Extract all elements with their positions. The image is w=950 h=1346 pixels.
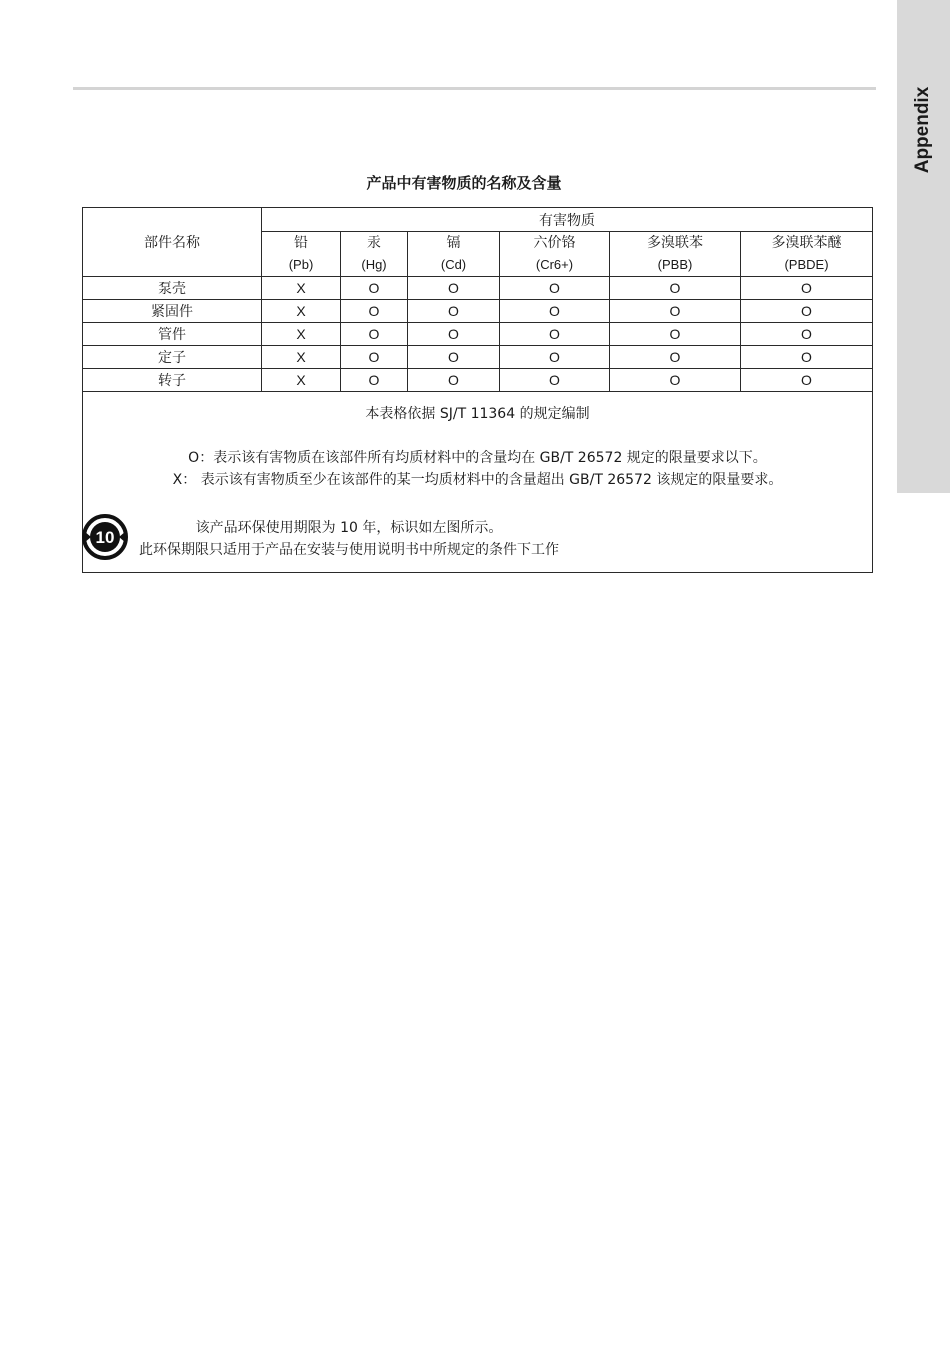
header-rule bbox=[73, 87, 876, 90]
substance-value-cell: O bbox=[408, 300, 500, 323]
appendix-tab-label: Appendix bbox=[912, 86, 933, 174]
substance-header bbox=[741, 232, 873, 277]
part-name-cell: 泵壳 bbox=[83, 277, 262, 300]
standard-note: 本表格依据 SJ/T 11364 的规定编制 bbox=[365, 406, 590, 422]
substance-value-cell: X bbox=[262, 277, 341, 300]
substance-value-cell: O bbox=[408, 369, 500, 392]
substance-value-cell: O bbox=[610, 346, 741, 369]
o-meaning-note: O：表示该有害物质在该部件所有均质材料中的含量均在 GB/T 26572 规定的限量要求以下。 bbox=[188, 450, 767, 466]
substance-header bbox=[610, 232, 741, 277]
substance-abbr: (PBB) bbox=[657, 257, 693, 272]
efup-10-year-icon bbox=[81, 513, 129, 561]
substance-name: 多溴联苯醚 bbox=[771, 235, 842, 251]
part-name-cell: 转子 bbox=[83, 369, 262, 392]
substance-value-cell: O bbox=[341, 300, 408, 323]
substance-value-cell: O bbox=[610, 323, 741, 346]
substance-name: 汞 bbox=[367, 235, 381, 251]
substance-value-cell: O bbox=[741, 323, 873, 346]
notes-cell bbox=[83, 392, 873, 573]
substance-header bbox=[408, 232, 500, 277]
substance-header bbox=[262, 232, 341, 277]
substance-value-cell: O bbox=[408, 323, 500, 346]
substance-value-cell: O bbox=[741, 300, 873, 323]
table-row bbox=[83, 277, 873, 300]
substance-value-cell: O bbox=[741, 369, 873, 392]
page-title: 产品中有害物质的名称及含量 bbox=[366, 174, 562, 192]
table-row bbox=[83, 346, 873, 369]
substance-value-cell: O bbox=[500, 369, 610, 392]
substance-value-cell: O bbox=[341, 323, 408, 346]
substance-value-cell: O bbox=[741, 277, 873, 300]
table-row bbox=[83, 369, 873, 392]
substance-value-cell: O bbox=[408, 346, 500, 369]
substances-group-header: 有害物质 bbox=[262, 208, 873, 232]
substance-value-cell: O bbox=[610, 300, 741, 323]
part-name-cell: 管件 bbox=[83, 323, 262, 346]
efup-block bbox=[81, 517, 872, 561]
substance-name: 镉 bbox=[446, 235, 461, 251]
substance-name: 铅 bbox=[294, 235, 308, 251]
part-name-cell: 紧固件 bbox=[83, 300, 262, 323]
substance-header bbox=[341, 232, 408, 277]
appendix-side-tab bbox=[897, 0, 950, 493]
substance-header bbox=[500, 232, 610, 277]
substance-value-cell: X bbox=[262, 369, 341, 392]
substance-value-cell: O bbox=[500, 277, 610, 300]
substance-value-cell: O bbox=[341, 369, 408, 392]
substance-value-cell: X bbox=[262, 346, 341, 369]
substance-value-cell: X bbox=[262, 300, 341, 323]
substance-value-cell: O bbox=[610, 369, 741, 392]
substance-value-cell: O bbox=[610, 277, 741, 300]
x-meaning-note: X： 表示该有害物质至少在该部件的某一均质材料中的含量超出 GB/T 26572 该规定的限量要求。 bbox=[172, 472, 783, 488]
substance-value-cell: O bbox=[500, 300, 610, 323]
part-name-cell: 定子 bbox=[83, 346, 262, 369]
substance-value-cell: O bbox=[341, 277, 408, 300]
substance-abbr: (PBDE) bbox=[784, 257, 829, 272]
substance-value-cell: O bbox=[741, 346, 873, 369]
efup-line-1: 该产品环保使用期限为 10 年，标识如左图所示。 bbox=[195, 520, 503, 536]
hazardous-substances-table bbox=[82, 207, 873, 573]
table-row bbox=[83, 300, 873, 323]
substance-abbr: (Cr6+) bbox=[535, 257, 574, 272]
substance-value-cell: O bbox=[500, 323, 610, 346]
part-name-header: 部件名称 bbox=[83, 208, 262, 277]
substance-abbr: (Hg) bbox=[361, 257, 387, 272]
substance-abbr: (Pb) bbox=[288, 257, 314, 272]
substance-value-cell: O bbox=[408, 277, 500, 300]
table-row bbox=[83, 323, 873, 346]
substance-value-cell: X bbox=[262, 323, 341, 346]
substance-value-cell: O bbox=[341, 346, 408, 369]
efup-line-2: 此环保期限只适用于产品在安装与使用说明书中所规定的条件下工作 bbox=[139, 542, 559, 558]
substance-name: 多溴联苯 bbox=[647, 235, 703, 251]
table-body bbox=[83, 277, 873, 392]
efup-icon-number: 10 bbox=[95, 528, 115, 547]
substance-abbr: (Cd) bbox=[440, 257, 467, 272]
substance-name: 六价铬 bbox=[533, 235, 576, 251]
substance-value-cell: O bbox=[500, 346, 610, 369]
